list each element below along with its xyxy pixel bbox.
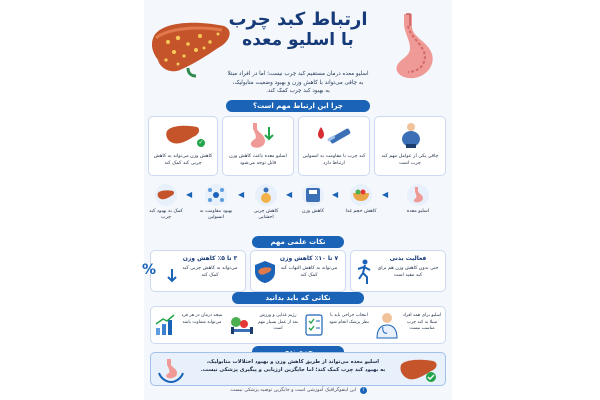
why-card-text: اسلیو معده باعث کاهش وزن قابل توجه می‌شود [229, 154, 287, 167]
insulin-pen-icon [315, 123, 355, 147]
food-bowl-icon [350, 184, 372, 206]
flow-step-label: کاهش حجم غذا [345, 209, 377, 214]
flow-step [146, 184, 186, 222]
summary-line: به بهبود کبد چرب کمک کند؛ اما جایگزین ارزیابی و پیگیری پزشکی نیست. [200, 366, 386, 373]
flow-step [246, 184, 286, 222]
diet-exercise-icon [230, 314, 254, 336]
infographic-poster [141, 0, 452, 400]
science-card-text: می‌تواند به کاهش التهاب کبد کمک کند [280, 266, 338, 279]
why-card-insulin [298, 116, 370, 176]
section-why-banner: چرا این ارتباط مهم است؟ [226, 100, 370, 112]
summary-card [150, 352, 446, 386]
title-block [144, 10, 452, 50]
science-card-title: ۳ تا ۵٪ کاهش وزن [182, 255, 238, 262]
scale-icon [302, 184, 324, 206]
tip-text: اسلیو برای همه افراد مبتلا به کبد چرب مناسب نیست [402, 313, 442, 332]
stomach-arrow-icon [243, 121, 275, 149]
checklist-icon [304, 314, 324, 336]
percent-down-icon [141, 259, 177, 283]
arrow-left-icon: ◀ [238, 190, 245, 199]
running-person-icon [355, 259, 373, 285]
summary-text [191, 359, 395, 375]
check-icon: ✓ [198, 139, 204, 146]
info-icon: i [360, 387, 367, 394]
flow-step-label: کاهش چربی احشایی [253, 209, 279, 221]
page-subtitle: با اسلیو معده [242, 29, 354, 50]
liver-shield-icon [255, 261, 275, 283]
molecule-icon [205, 184, 227, 206]
stomach-hands-icon [157, 357, 185, 383]
growth-chart-icon [154, 314, 176, 336]
intro-line: به بهبود کبد چرب کمک کند. [266, 88, 330, 95]
why-card-sleeve [222, 116, 294, 176]
arrow-left-icon: ◀ [186, 190, 193, 199]
why-card-weightloss [148, 116, 218, 176]
doctor-icon [376, 312, 398, 338]
tip-item [228, 308, 300, 342]
arrow-left-icon: ◀ [382, 190, 389, 199]
liver-small-icon [165, 123, 201, 147]
tip-text: رژیم غذایی و ورزش بعد از عمل بسیار مهم است [257, 313, 299, 332]
flow-step [340, 184, 382, 215]
footer-disclaimer [144, 387, 452, 394]
science-card-3-5 [141, 250, 246, 292]
flow-step [194, 184, 238, 222]
tip-item [152, 308, 226, 342]
footer-text: این اینفوگرافیک آموزشی است و جایگزین توصیه پزشکی نیست. [229, 388, 357, 393]
why-card-text: چاقی یکی از عوامل مهم کبد چرب است [381, 154, 439, 167]
science-card-title: فعالیت بدنی [389, 255, 427, 262]
tip-item [374, 308, 444, 342]
body-fat-icon [255, 184, 277, 206]
liver-check-icon [399, 357, 439, 383]
section-tips-banner: نکاتی که باید بدانید [232, 292, 364, 304]
healthy-liver-icon [155, 184, 177, 206]
tip-text: نتیجه درمان در هر فرد می‌تواند متفاوت باشد [181, 313, 223, 325]
obese-person-icon [397, 121, 425, 149]
science-card-title: ۷ تا ۱۰٪ کاهش وزن [279, 255, 339, 262]
why-card-text: کاهش وزن می‌تواند به کاهش چربی کبد کمک کند [153, 154, 213, 167]
flow-step-label: بهبود مقاومت به انسولین [199, 209, 233, 221]
stomach-icon [407, 184, 429, 206]
science-card-7-10 [250, 250, 346, 292]
flow-step [390, 184, 446, 215]
page-title: ارتباط کبد چرب [228, 9, 368, 30]
why-card-text: کبد چرب با مقاومت به انسولین ارتباط دارد [302, 154, 366, 167]
section-science-banner: نکات علمی مهم [252, 236, 344, 248]
science-card-activity [350, 250, 446, 292]
science-card-text: می‌تواند به کاهش چربی کبد کمک کند [182, 266, 238, 279]
summary-line: اسلیو معده می‌تواند از طریق کاهش وزن و بهبود اختلالات متابولیک، [206, 359, 380, 365]
tip-item [302, 308, 372, 342]
flow-step-label: کمک به بهبود کبد چرب [149, 209, 183, 221]
intro-line: به چاقی می‌تواند با کاهش وزن و بهبود وضعیت متابولیک، [232, 79, 364, 86]
tip-text: انتخاب جراحی باید با نظر پزشک انجام شود [329, 313, 369, 325]
intro-text [220, 70, 376, 96]
science-card-text: حتی بدون کاهش وزن هم برای کبد مفید است [377, 266, 439, 279]
intro-line: اسلیو معده درمان مستقیم کبد چرب نیست؛ اما در افراد مبتلا [227, 71, 369, 77]
flow-step-label: کاهش وزن [301, 209, 325, 214]
svg-text:%: % [141, 262, 156, 278]
arrow-left-icon: ◀ [332, 190, 339, 199]
flow-step-label: اسلیو معده [406, 209, 430, 214]
why-card-obesity [374, 116, 446, 176]
flow-step [294, 184, 332, 215]
arrow-left-icon: ◀ [286, 190, 293, 199]
